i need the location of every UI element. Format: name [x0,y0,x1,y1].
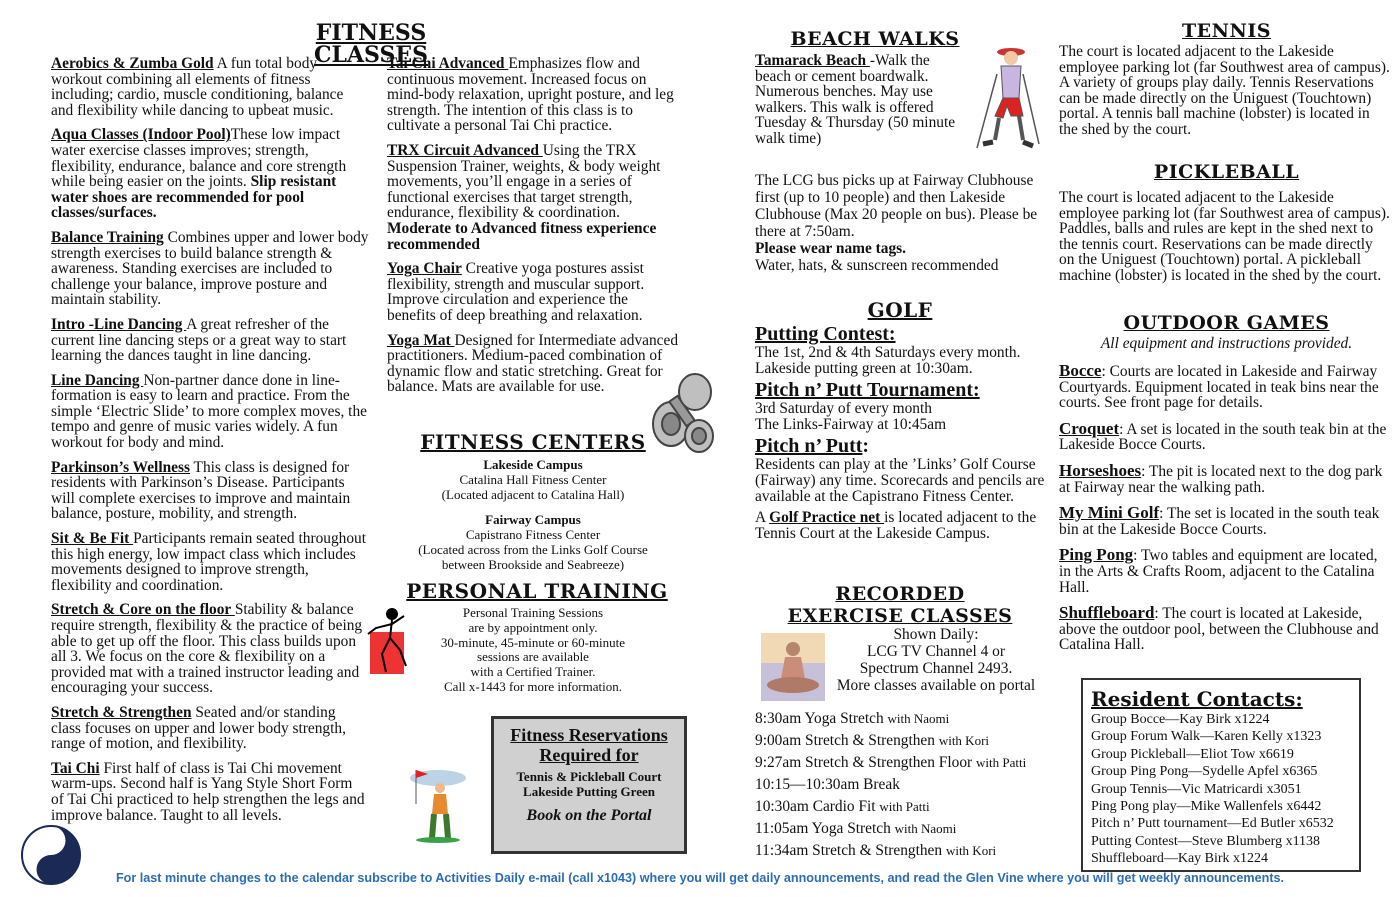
schedule-time: 9:00am Stretch & Strengthen [755,732,939,749]
class-name: Line Dancing [51,371,144,389]
bus-info [755,172,1047,274]
personal-training-line: Personal Training Sessions [462,605,604,620]
tamarack-beach-name: Tamarack Beach [755,52,870,69]
practice-a: A [755,509,770,527]
game-name: Shuffleboard [1059,603,1155,623]
personal-training-line: Call x-1443 for more information. [444,678,622,694]
schedule-item [755,753,1055,773]
schedule-item [755,819,1055,839]
game-desc: : Two tables and equipment are located, in the Arts & Crafts Room, adjacent to the Catalina Hall. [1059,547,1378,596]
class-name: Stretch & Core on the floor [51,601,235,619]
putting-contest-2: Lakeside putting green at 10:30am. [755,359,973,377]
capistrano-location-2: between Brookside and Seabreeze) [441,557,625,572]
class-desc: Using the TRX Suspension Trainer, weights, & body weight movements, you’ll engage in a series of functional exercises that target strength, endurance, flexibility & coordination. [387,141,661,222]
fitness-classes-title: FITNESS CLASSES [314,20,428,68]
class-desc: Stability & balance require strength, flexibility & the practice of being able to get up off the floor. This class builds upon all 3. We focus on the core & flexibility on a provided mat with a trained instructor leading and encouraging your success. [51,601,363,697]
class-item [51,460,369,522]
bus-text: The LCG bus picks up at Fairway Clubhouse first (up to 10 people) and then Lakeside Clubhouse (Max 20 people on bus). Please be there at 7:50am. [755,172,1038,240]
pitch-putt-tournament-title: Pitch n’ Putt Tournament: [755,379,980,402]
class-item [51,317,369,364]
class-name: Sit & Be Fit [51,530,134,548]
schedule-item [755,797,1055,817]
capistrano-location-1: (Located across from the Links Golf Course [418,542,648,557]
contact-item: Group Pickleball—Eliot Tow x6619 [1091,746,1294,762]
contact-item: Ping Pong play—Mike Wallenfels x6442 [1091,799,1322,815]
resident-contacts-box [1081,678,1361,872]
class-item [51,56,369,118]
reservations-title-1: Fitness Reservations [510,725,668,745]
game-desc: : The set is located in the south teak bin at the Lakeside Bocce Courts. [1059,505,1380,538]
schedule-time: 10:15—10:30am Break [755,776,900,793]
game-desc: : The court is located at Lakeside, above the outdoor pool, between the Clubhouse and Catalina Hall. [1059,605,1379,654]
reservations-box [491,716,687,854]
class-note: Moderate to Advanced fitness experience recommended [387,219,657,253]
meditation-illustration [761,633,825,701]
schedule-instructor: with Kori [938,733,990,748]
tennis-title: TENNIS [1182,20,1271,42]
contact-item: Putting Contest—Steve Blumberg x1138 [1091,833,1321,849]
class-item [51,531,369,593]
dumbbell-icon [649,372,719,458]
reservations-cta: Book on the Portal [526,807,652,824]
putting-contest-title: Putting Contest: [755,323,896,345]
schedule-time: 8:30am Yoga Stretch [755,710,888,727]
pitch-putt-tournament-1: 3rd Saturday of every month [755,400,932,418]
resident-contacts-title: Resident Contacts: [1091,687,1303,711]
class-name: Intro -Line Dancing [51,315,187,333]
pitch-putt-title: Pitch n’ Putt [755,435,863,458]
channel-2: Spectrum Channel 2493. [859,660,1013,677]
beach-walks-body [755,53,969,147]
game-desc: : A set is located in the south teak bin at the Lakeside Bocce Courts. [1059,420,1387,454]
game-name: Horseshoes [1059,460,1142,480]
class-name: Aqua Classes (Indoor Pool) [51,126,231,144]
class-item [51,602,369,696]
fitness-classes-list-2 [387,56,679,404]
personal-training-line: 30-minute, 45-minute or 60-minute [440,634,626,650]
fitness-centers-body [387,457,679,572]
outdoor-subtitle: All equipment and instructions provided. [1100,335,1353,352]
golf-body [755,323,1047,541]
campus-lakeside: Lakeside Campus [483,457,583,472]
capistrano-fitness-center: Capistrano Fitness Center [465,527,601,542]
class-name: Aerobics & Zumba Gold [51,55,214,72]
contact-item: Group Tennis—Vic Matricardi x3051 [1091,781,1302,797]
outdoor-game-item [1059,605,1391,653]
pickleball-title: PICKLEBALL [1153,161,1300,183]
outdoor-game-item [1059,363,1391,411]
shown-daily: Shown Daily: [893,626,979,643]
schedule-time: 11:34am Stretch & Strengthen [755,842,946,859]
schedule-item [755,841,1055,861]
contact-item: Pitch n’ Putt tournament—Ed Butler x6532 [1091,816,1334,832]
recorded-title-2: EXERCISE CLASSES [787,605,1013,627]
game-name: My Mini Golf [1059,503,1160,523]
putting-contest-1: The 1st, 2nd & 4th Saturdays every month. [755,344,1021,361]
outdoor-game-item [1059,460,1391,496]
catalina-location: (Located adjacent to Catalina Hall) [441,487,625,502]
game-name: Ping Pong [1059,545,1134,565]
tennis-text: The court is located adjacent to the Lakeside employee parking lot (far Southwest area of campus). A variety of groups play daily. Tennis Reservations can be made directly on the Uniguest (Touchtown) portal. A tennis ball machine (lobster) is located in the shed by the court. [1059,43,1390,138]
reservations-title-2: Required for [539,745,639,765]
class-desc: This class is designed for residents with Parkinson’s Disease. Participants will complete exercises to improve and maintain balance, posture, mobility, and strength. [51,458,351,523]
golf-practice-net: Golf Practice net [769,509,885,527]
schedule-instructor: with Naomi [887,711,950,726]
practice-text: is located adjacent to the Tennis Court at the Lakeside Campus. [755,509,1037,542]
golf-title: GOLF [867,298,933,322]
more-on-portal: More classes available on portal [836,677,1036,694]
contact-item: Group Forum Walk—Karen Kelly x1323 [1091,729,1322,745]
class-name: Stretch & Strengthen [51,703,192,721]
fitness-centers-title: FITNESS CENTERS [420,430,646,454]
class-item [51,230,369,308]
class-item [51,705,369,752]
name-tags-note: Please wear name tags. [755,240,907,257]
personal-training-body [387,606,679,695]
class-name: Yoga Chair [387,260,462,278]
game-desc: : Courts are located in Lakeside and Fairway Courtyards. Equipment located in teak bins near the courts. See front page for details. [1059,363,1379,412]
class-name: Balance Training [51,228,164,246]
reservations-putting: Lakeside Putting Green [523,784,655,799]
personal-training-title: PERSONAL TRAINING [406,579,668,603]
schedule-instructor: with Naomi [894,821,957,836]
outdoor-game-item [1059,547,1391,595]
golfer-illustration [408,764,468,844]
footer-note: For last minute changes to the calendar subscribe to Activities Daily e-mail (call x1043) where you will get daily announcements, and read the Glen Vine where you will get weekly announcements. [115,871,1285,885]
beach-walks-title: BEACH WALKS [790,28,960,50]
class-desc: Designed for Intermediate advanced practitioners. Medium-paced combination of dynamic flow and static stretching. Great for balance. Mats are available for use. [387,331,679,396]
tamarack-beach-text: -Walk the beach or cement boardwalk. Numerous benches. May use walkers. This walk is offered Tuesday & Thursday (50 minute walk time) [755,52,956,147]
class-note: Slip resistant water shoes are recommended for pool classes/surfaces. [51,173,337,222]
recorded-title-1: RECORDED [835,583,965,605]
outdoor-game-item [1059,418,1391,454]
class-desc: Creative yoga postures assist flexibility, strength and muscular support. Improve circulation and experience the benefits of deep breathing and relaxation. [387,260,645,324]
class-desc: Participants remain seated throughout this high energy, low impact class which includes movements designed to improve strength, flexibility and coordination. [51,530,367,594]
class-desc: Combines upper and lower body strength exercises to build balance strength & awareness. Standing exercises are included to challenge your balance, improve posture and maintain stability. [51,228,369,309]
personal-training-line: with a Certified Trainer. [470,664,596,680]
dancer-illustration [364,606,414,678]
schedule-instructor: with Kori [945,843,997,858]
class-name: TRX Circuit Advanced [387,141,543,159]
schedule-list [755,709,1055,863]
class-desc: Emphasizes flow and continuous movement. Increased focus on mind-body relaxation, upright posture, and leg strength. The intention of this class is to cultivate a personal Tai Chi practice. [387,55,674,135]
schedule-item [755,709,1055,729]
walker-illustration [973,44,1045,154]
pitch-putt-text: Residents can play at the ’Links’ Golf Course (Fairway) any time. Scorecards and pencils are available at the Capistrano Fitness Center. [755,456,1045,505]
class-item [387,333,679,395]
contact-item: Group Bocce—Kay Birk x1224 [1091,712,1270,727]
class-name: Tai Chi Advanced [387,55,509,72]
schedule-instructor: with Patti [879,799,930,814]
contact-item: Shuffleboard—Kay Birk x1224 [1091,851,1269,867]
channel-1: LCG TV Channel 4 or [867,643,1005,660]
class-desc: These low impact water exercise classes improves; strength, flexibility, endurance, balance and core strength while being easier on the joints. [51,126,347,191]
schedule-time: 9:27am Stretch & Strengthen Floor [755,754,976,771]
class-item [387,56,679,134]
pitch-putt-tournament-2: The Links-Fairway at 10:45am [755,415,947,433]
game-name: Bocce [1059,361,1102,380]
schedule-item [755,775,1055,795]
water-note: Water, hats, & sunscreen recommended [755,257,999,274]
class-name: Yoga Mat [387,331,455,349]
class-desc: Non-partner dance done in line-formation is easy to learn and practice. From the simple ‘Electric Slide’ to more complex moves, the tempo and genre of music varies widely. A fun workout for body and mind. [51,371,367,452]
outdoor-game-item [1059,505,1391,537]
personal-training-line: sessions are available [477,649,589,665]
class-name: Parkinson’s Wellness [51,458,190,476]
schedule-time: 11:05am Yoga Stretch [755,820,895,837]
class-desc: A great refresher of the current line dancing steps or a great way to start learning the dances taught in line dancing. [51,315,347,365]
recorded-info [825,626,1047,694]
outdoor-games-title: OUTDOOR GAMES [1123,312,1330,334]
class-desc: A fun total body workout combining all elements of fitness including; cardio, muscle conditioning, balance and flexibility while dancing to upbeat music. [51,55,344,119]
class-desc: First half of class is Tai Chi movement warm-ups. Second half is Yang Style Short Form of Tai Chi practiced to help strengthen the legs and improve balance. Taught to all levels. [51,759,365,824]
class-desc: Seated and/or standing class focuses on upper and lower body strength, range of motion, and flexibility. [51,703,346,753]
game-desc: : The pit is located next to the dog park at Fairway near the walking path. [1059,462,1383,496]
contact-item: Group Ping Pong—Sydelle Apfel x6365 [1091,764,1318,780]
reservations-tennis: Tennis & Pickleball Court [516,769,662,784]
schedule-item [755,731,1055,751]
game-name: Croquet [1059,418,1120,438]
outdoor-games-list [1059,363,1391,663]
class-item [51,373,369,451]
pickleball-text: The court is located adjacent to the Lakeside employee parking lot (far Southwest area of campus). Paddles, balls and rules are kept in the shed next to the tennis court. Reservations can be made directly on the Uniguest (Touchtown) portal. A pickleball machine (lobster) is located in the shed by the court. [1059,189,1390,284]
class-item [51,761,369,823]
class-item [387,143,679,252]
resident-contacts-list [1091,711,1359,868]
catalina-fitness-center: Catalina Hall Fitness Center [459,472,607,487]
class-item [51,127,369,221]
class-item [387,261,679,323]
campus-fairway: Fairway Campus [485,512,581,527]
fitness-classes-list-1 [51,56,369,832]
schedule-time: 10:30am Cardio Fit [755,798,880,815]
class-name: Tai Chi [51,759,100,777]
schedule-instructor: with Patti [976,755,1027,770]
pitch-putt-colon: : [862,435,870,458]
personal-training-line: are by appointment only. [468,619,598,635]
